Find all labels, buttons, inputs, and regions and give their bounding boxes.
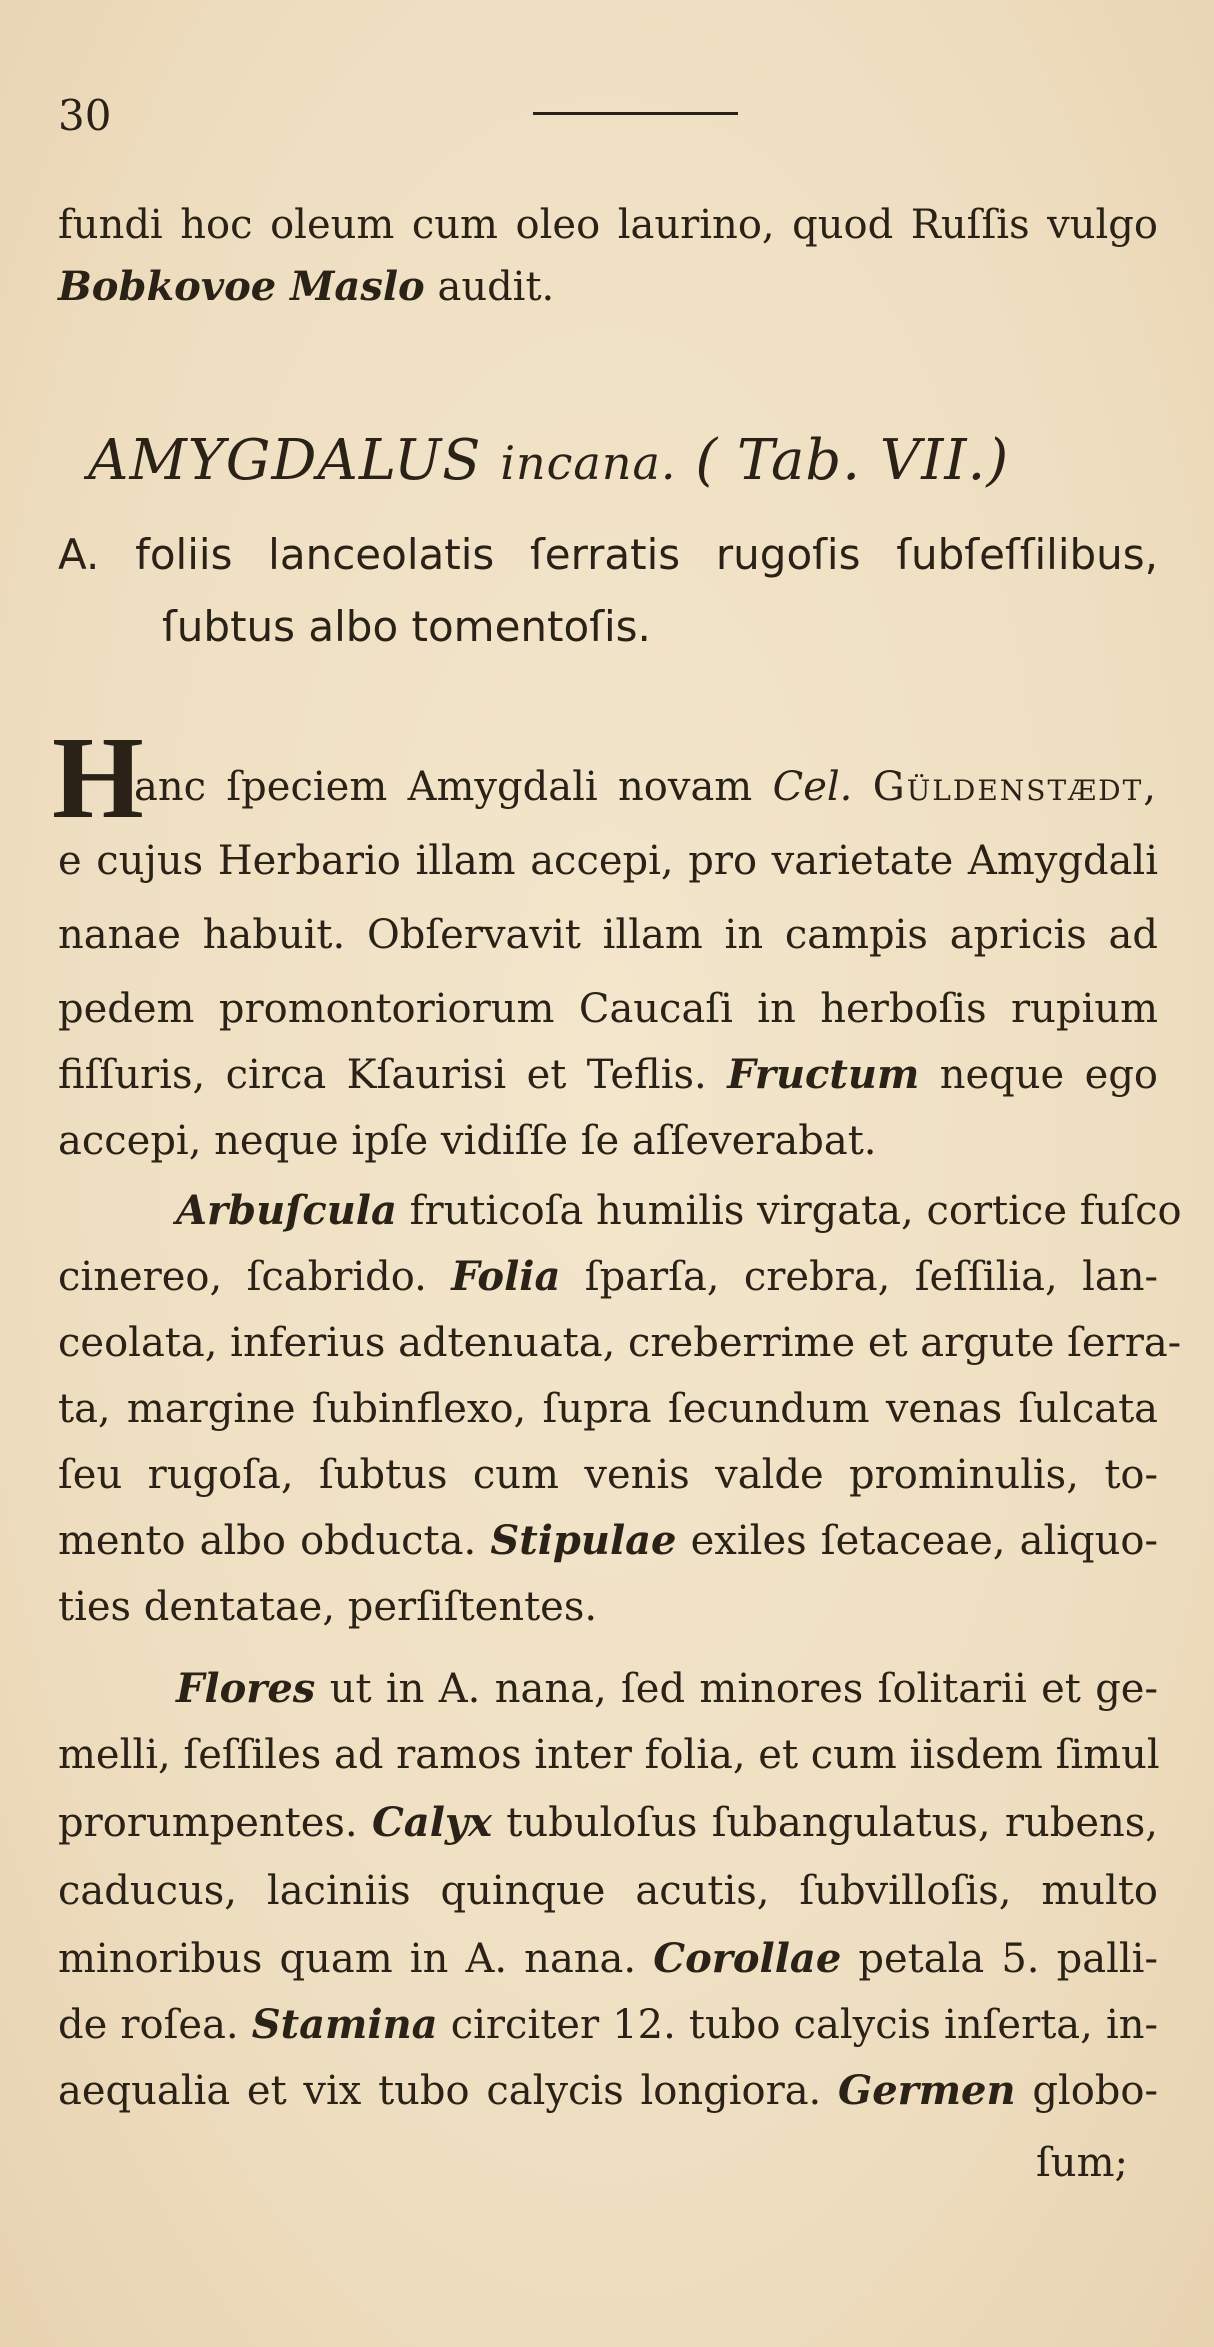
diagnosis-line xyxy=(162,600,651,654)
italic-term: Corollae xyxy=(653,1935,842,1982)
diagnosis-text: A. foliis lanceolatis ſerratis rugoſis ſubſeſſilibus, xyxy=(58,530,1158,579)
italic-term: Stamina xyxy=(251,2001,438,2048)
text-span: ceolata, inferius adtenuata, creberrime et argute ſerra- xyxy=(58,1320,1182,1366)
text-span: pedem promontoriorum Caucaſi in herboſis rupium xyxy=(58,986,1158,1032)
text-line xyxy=(58,1516,1158,1566)
italic-term: Germen xyxy=(838,2067,1016,2114)
text-line xyxy=(58,984,1158,1034)
species-genus: AMYGDALUS xyxy=(88,428,482,493)
text-span: audit. xyxy=(437,264,555,310)
text-span: e cujus Herbario illam accepi, pro varietate Amygdali xyxy=(58,838,1158,884)
species-epithet: incana. xyxy=(500,436,677,490)
italic-term: Folia xyxy=(451,1253,561,1300)
diagnosis-text: ſubtus albo tomentoſis. xyxy=(162,602,651,651)
italic-term: Flores xyxy=(176,1665,316,1712)
text-line xyxy=(58,1384,1158,1434)
text-span: de roſea. xyxy=(58,2002,239,2048)
text-span: exiles ſetaceae, aliquo- xyxy=(690,1518,1158,1564)
text-span: prorumpentes. xyxy=(58,1800,358,1846)
catchword xyxy=(1036,2138,1166,2188)
species-heading xyxy=(88,426,1148,498)
text-line xyxy=(58,1116,1158,1166)
italic-term: Arbuſcula xyxy=(176,1187,397,1234)
drop-cap: H xyxy=(52,712,144,843)
text-line xyxy=(58,262,1158,312)
italic-term: Fructum xyxy=(727,1051,920,1098)
text-span: globo- xyxy=(1032,2068,1159,2114)
text-span: ſparſa, crebra, ſeſſilia, lan- xyxy=(584,1254,1158,1300)
text-span: fiſſuris, circa Kſaurisi et Teflis. xyxy=(58,1052,707,1098)
text-span: ta, margine ſubinflexo, ſupra ſecundum venas ſulcata xyxy=(58,1386,1158,1432)
text-line xyxy=(58,1450,1158,1500)
page-header xyxy=(58,92,1158,152)
text-span: tubuloſus ſubangulatus, rubens, xyxy=(506,1800,1159,1846)
text-span: melli, ſeſſiles ad ramos inter folia, et cum iisdem ſimul xyxy=(58,1732,1160,1778)
diagnosis-line xyxy=(58,528,1158,582)
text-span: cinereo, ſcabrido. xyxy=(58,1254,427,1300)
text-span: aequalia et vix tubo calycis longiora. xyxy=(58,2068,822,2114)
text-line xyxy=(58,1252,1158,1302)
text-line xyxy=(58,1934,1158,1984)
table-reference: ( Tab. VII.) xyxy=(695,428,1010,493)
text-line xyxy=(134,762,1158,812)
text-line xyxy=(58,910,1158,960)
text-line xyxy=(58,1582,1158,1632)
text-span: minoribus quam in A. nana. xyxy=(58,1936,637,1982)
text-span: ut in A. nana, ſed minores ſolitarii et ge- xyxy=(329,1666,1158,1712)
header-rule xyxy=(533,112,738,115)
text-span: fruticoſa humilis virgata, cortice fuſco xyxy=(409,1188,1182,1234)
catchword-text: ſum; xyxy=(1036,2140,1128,2186)
text-span: ties dentatae, perſiſtentes. xyxy=(58,1584,598,1630)
text-line xyxy=(58,836,1158,886)
italic-term: Calyx xyxy=(371,1799,492,1846)
text-line xyxy=(58,1318,1182,1368)
text-span: nanae habuit. Obſervavit illam in campis apricis ad xyxy=(58,912,1158,958)
text-line xyxy=(58,1050,1158,1100)
text-line xyxy=(58,2000,1158,2050)
text-line xyxy=(176,1186,1182,1236)
text-line xyxy=(176,1664,1158,1714)
text-span: ſeu rugoſa, ſubtus cum venis valde prominulis, to- xyxy=(58,1452,1158,1498)
text-span: anc ſpeciem Amygdali novam xyxy=(134,764,753,810)
text-line xyxy=(58,2066,1158,2116)
page-number: 30 xyxy=(58,91,112,140)
text-line xyxy=(58,1798,1158,1848)
text-line xyxy=(58,1866,1158,1916)
text-line xyxy=(58,1730,1158,1780)
text-span: circiter 12. tubo calycis inſerta, in- xyxy=(450,2002,1159,2048)
italic-term: Bobkovoe Maslo xyxy=(58,263,425,310)
text-span: mento albo obducta. xyxy=(58,1518,477,1564)
author-name: Güldenstædt, xyxy=(872,764,1159,810)
text-span: caducus, laciniis quinque acutis, ſubvilloſis, multo xyxy=(58,1868,1158,1914)
italic-term: Cel. xyxy=(772,764,853,810)
text-span: petala 5. palli- xyxy=(858,1936,1158,1982)
text-line xyxy=(58,200,1158,250)
text-span: neque ego xyxy=(939,1052,1159,1098)
italic-term: Stipulae xyxy=(490,1517,677,1564)
text-span: fundi hoc oleum cum oleo laurino, quod Ruſſis vulgo xyxy=(58,202,1158,248)
text-span: accepi, neque ipſe vidiſſe ſe aſſeverabat. xyxy=(58,1118,877,1164)
